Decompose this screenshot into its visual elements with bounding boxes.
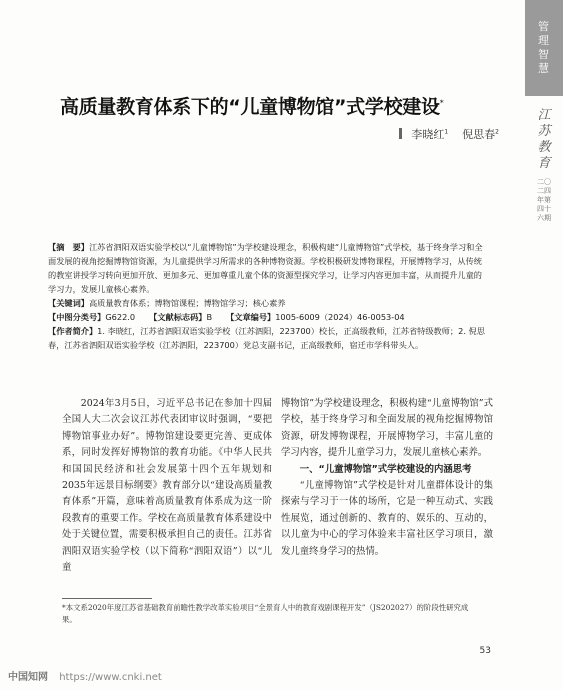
body-column-right [281,396,493,560]
author-name: 倪思春 [462,128,496,141]
article-label: 【文章编号】 [226,312,276,322]
section-heading: 一、“儿童博物馆”式学校建设的内涵思考 [299,463,472,475]
section-tab [525,0,563,96]
article-item [226,310,405,324]
section-tab-char: 管 [538,20,550,33]
doc-item [149,310,212,324]
doc-label: 【文献标志码】 [149,312,207,322]
author-bio-label: 【作者简介】 [48,326,98,336]
body-paragraph-continued: 博物馆”为学校建设理念，积极构建“儿童博物馆”式学校，基于终身学习和全面发展的视角挖掘博物馆资源，研发博物课程，开展博物学习，丰富儿童的学习内容，提升儿童学习力，发展儿童核心素养。 [281,398,493,459]
clc-value: G622.0 [105,312,136,322]
cnki-url: https://www.cnki.net [59,672,162,683]
footnote-rule [62,598,152,599]
footnote-text: *本文系2020年度江苏省基础教育前瞻性教学改革实验项目“全景育人中的教育戏剧课程开发”（JS202027）的阶段性研究成果。 [62,603,469,624]
keywords-para [48,296,488,310]
author-bio-para [48,324,488,352]
abstract-text: 江苏省泗阳双语实验学校以“儿童博物馆”为学校建设理念，积极构建“儿童博物馆”式学校，基于终身学习和全面发展的视角挖掘博物馆资源，为儿童提供学习所需求的各种博物资源。学校积极研发博物课程，开展博物学习，从传统的教室讲授学习转向更加开放、更加多元、更加尊重儿童个体的资源型探究学习，让学习内容更加丰富，从而提升儿童的学习力，发展儿童核心素养。 [48,242,483,294]
body-column-left [62,396,272,576]
journal-masthead [535,108,553,223]
abstract-block [48,240,488,352]
article-title [60,92,490,119]
journal-issue: 二〇二四年第四十六期 [537,178,551,222]
keywords-text: 高质量教育体系；博物馆课程；博物馆学习；核心素养 [88,298,286,308]
page-number: 53 [479,646,491,656]
author-line [399,126,499,142]
abstract-label: 【摘 要】 [48,242,89,252]
body-paragraph: “儿童博物馆”式学校是针对儿童群体设计的集探索与学习于一体的场所，它是一种互动式、实践性展览，通过创新的、教育的、娱乐的、互动的，以儿童为中心的学习体验来丰富社区学习项目，激发儿童终身学习的热情。 [281,480,493,557]
section-tab-char: 理 [538,34,550,47]
abstract-para [48,240,488,296]
title-text: 高质量教育体系下的“儿童博物馆”式学校建设 [60,96,440,118]
section-tab-char: 慧 [538,62,550,75]
keywords-label: 【关键词】 [48,298,89,308]
journal-brand: 江苏教育 [537,108,551,171]
author-sup: 2 [495,128,499,136]
title-footnote-mark: * [439,98,444,108]
section-tab-char: 智 [538,48,550,61]
article-value: 1005-6009（2024）46-0053-04 [275,312,405,322]
doc-value: B [206,312,213,322]
author-bio-text: 1. 李晓红，江苏省泗阳双语实验学校（江苏泗阳，223700）校长，正高级教师，江苏省特级教师；2. 倪思春，江苏省泗阳双语实验学校（江苏泗阳，223700）党总支副书记，正高级教师，宿迁市学科带头人。 [48,326,485,350]
clc-item [48,310,135,324]
clc-label: 【中图分类号】 [48,312,106,322]
classification-line [48,310,488,324]
author-sup: 1 [444,128,449,136]
footnote [62,602,482,626]
body-paragraph: 2024年3月5日，习近平总书记在参加十四届全国人大二次会议江苏代表团审议时强调，“要把博物馆事业办好”。博物馆建设要更完善、更成体系，同时发挥好博物馆的教育功能。《中华人民共和国国民经济和社会发展第十四个五年规划和2035年远景目标纲要》教育部分以“建设高质量教育体系”开篇，意味着高质量教育体系成为这一阶段教育的重要工作。学校在高质量教育体系建设中处于关键位置，需要积极承担自己的责任。江苏省泗阳双语实验学校（以下简称“泗阳双语”）以“儿童 [62,398,272,574]
cnki-watermark [8,668,162,683]
author-name: 李晓红 [411,128,445,141]
cnki-logo: 中国知网 [8,672,48,683]
author-bar [399,128,402,139]
